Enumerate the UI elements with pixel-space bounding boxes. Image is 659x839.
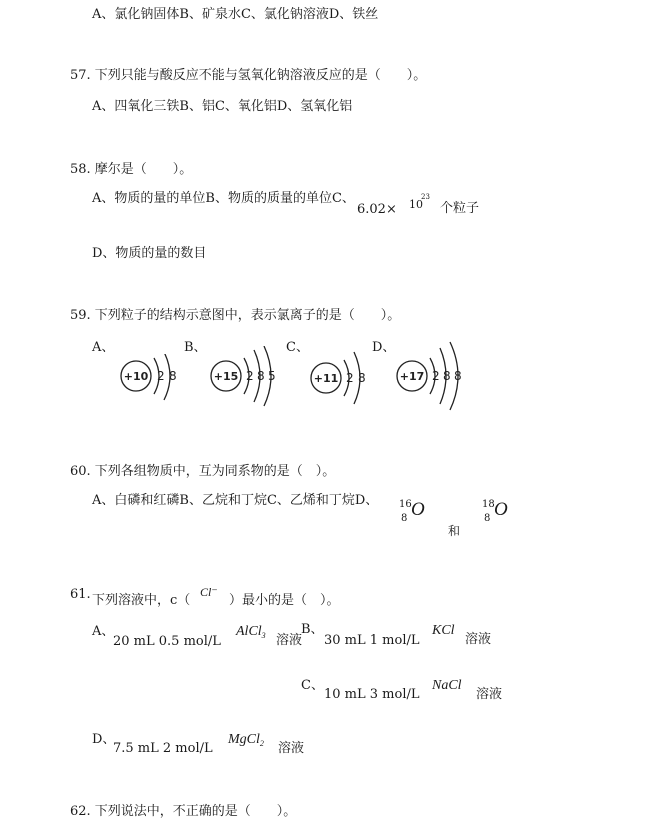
- q58-stem: 58. 摩尔是（ ）。: [70, 162, 193, 177]
- q58-coefficient: 6.02×: [357, 202, 397, 217]
- q61-number: 61.: [70, 587, 91, 602]
- shell-electrons: 8: [443, 369, 451, 383]
- shell-electrons: 5: [268, 369, 276, 383]
- nucleus-charge: +10: [123, 370, 149, 383]
- isotope-1-mass: 16: [399, 499, 412, 510]
- q61-chloride-ion: Cl⁻: [200, 585, 218, 599]
- q61-d-formula: [228, 733, 264, 748]
- q59-stem: 59. 下列粒子的结构示意图中，表示氯离子的是（ ）。: [70, 308, 401, 323]
- q61-c-formula: NaCl: [432, 678, 462, 693]
- q61-d-tail: 溶液: [278, 741, 305, 756]
- q61-b-amount: 30 mL 1 mol/L: [324, 633, 420, 648]
- q61-a-tail: 溶液: [276, 633, 303, 648]
- atom-diagram-d: [394, 340, 474, 412]
- q61-stem-start: 下列溶液中，c（: [92, 593, 191, 608]
- q57-options: A、四氧化三铁B、铝C、氧化铝D、氢氧化铝: [92, 99, 353, 114]
- shell-electrons: 8: [358, 371, 366, 385]
- atom-diagram-a: [118, 354, 198, 410]
- q58-options: A、物质的量的单位B、物质的质量的单位C、: [92, 191, 355, 206]
- nucleus-charge: +15: [213, 370, 239, 383]
- q61-b-tail: 溶液: [465, 632, 492, 647]
- q61-c-amount: 10 mL 3 mol/L: [324, 687, 420, 702]
- q60-and: 和: [448, 524, 461, 538]
- q61-b-label: B、: [301, 622, 324, 637]
- nucleus-charge: +17: [399, 370, 425, 383]
- shell-electrons: 8: [454, 369, 462, 383]
- q60-stem: 60. 下列各组物质中，互为同系物的是（ ）。: [70, 464, 336, 479]
- q61-a-formula: [236, 625, 266, 640]
- q59-label-b: B、: [184, 340, 207, 355]
- q58-unit: 个粒子: [440, 201, 480, 216]
- q61-c-label: C、: [301, 678, 324, 693]
- isotope-2-mass: 18: [482, 499, 495, 510]
- q61-a-amount: 20 mL 0.5 mol/L: [113, 634, 221, 649]
- shell-electrons: 2: [432, 369, 440, 383]
- q59-label-d: D、: [372, 340, 396, 355]
- q59-label-a: A、: [92, 340, 115, 355]
- q58-power-exponent: 23: [421, 193, 430, 201]
- q58-option-d: D、物质的量的数目: [92, 246, 207, 261]
- isotope-2-symbol: O: [494, 499, 508, 520]
- atom-diagram-b: [208, 346, 288, 408]
- atom-diagram-c: [308, 348, 388, 408]
- q61-b-formula: KCl: [432, 623, 455, 638]
- shell-electrons: 2: [246, 369, 254, 383]
- q61-d-amount: 7.5 mL 2 mol/L: [113, 741, 213, 756]
- formula-text: MgCl: [228, 732, 260, 747]
- q57-stem: 57. 下列只能与酸反应不能与氢氧化钠溶液反应的是（ ）。: [70, 68, 427, 83]
- q61-c-tail: 溶液: [476, 687, 503, 702]
- q61-a-label: A、: [92, 624, 115, 639]
- q58-power-base: 10: [409, 198, 423, 211]
- shell-electrons: 8: [257, 369, 265, 383]
- shell-electrons: 2: [346, 371, 354, 385]
- formula-subscript: 2: [259, 739, 264, 748]
- isotope-2-number: 8: [484, 513, 491, 524]
- isotope-1-number: 8: [401, 513, 408, 524]
- q60-options: A、白磷和红磷B、乙烷和丁烷C、乙烯和丁烷D、: [92, 493, 379, 508]
- q61-d-label: D、: [92, 732, 116, 747]
- isotope-1-symbol: O: [411, 499, 425, 520]
- shell-electrons: 2: [157, 369, 165, 383]
- shell-electrons: 8: [169, 369, 177, 383]
- formula-text: AlCl: [236, 624, 262, 639]
- q61-stem-end: ）最小的是（ ）。: [229, 593, 340, 608]
- q59-label-c: C、: [286, 340, 309, 355]
- q62-stem: 62. 下列说法中，不正确的是（ ）。: [70, 804, 297, 819]
- q56-options: A、氯化钠固体B、矿泉水C、氯化钠溶液D、铁丝: [92, 7, 379, 22]
- nucleus-charge: +11: [313, 372, 339, 385]
- formula-subscript: 3: [261, 631, 266, 640]
